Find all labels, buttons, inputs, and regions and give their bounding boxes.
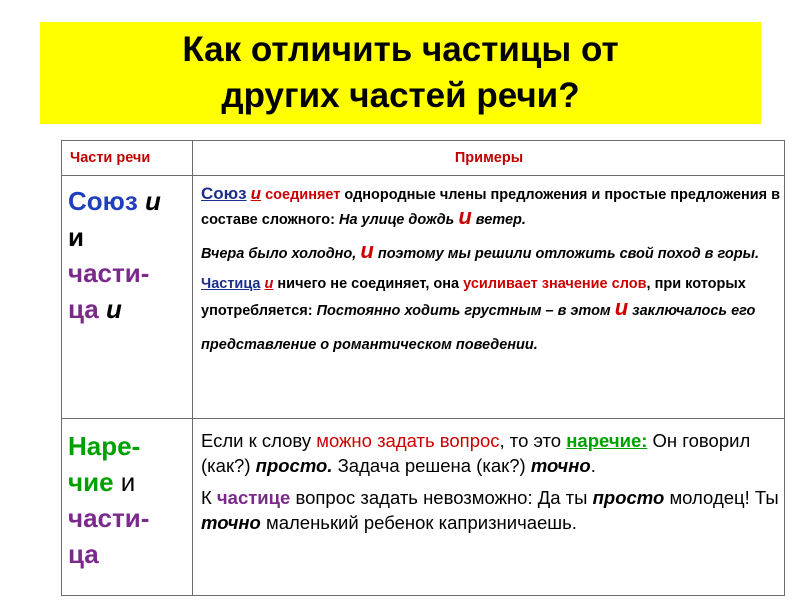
row1-term-conj: и bbox=[68, 222, 84, 252]
row2-term bbox=[68, 428, 188, 572]
particle2-desc: вопрос задать невозможно: Да ты bbox=[290, 487, 593, 508]
particle2-tochno: точно bbox=[201, 512, 261, 533]
row2-term-adverb-2: чие bbox=[68, 467, 114, 497]
conj-letter: и bbox=[250, 184, 262, 203]
row2-term-particle-2: ца bbox=[68, 539, 99, 569]
example2-start: Вчера было холодно, bbox=[201, 246, 361, 262]
particle-desc-1: ничего не соединяет, она bbox=[273, 276, 464, 292]
row2-term-particle-1: части- bbox=[68, 503, 150, 533]
row1-term-particle-2: ца bbox=[68, 294, 99, 324]
title-banner bbox=[40, 22, 761, 124]
particle2-prosto: просто bbox=[592, 487, 665, 508]
column-divider bbox=[192, 141, 193, 595]
adverb-example-end: . bbox=[590, 455, 596, 476]
conj-example-2: ветер. bbox=[471, 212, 526, 228]
row1-term-particle-1: части- bbox=[68, 258, 150, 288]
row1-term-letter: и bbox=[145, 186, 161, 216]
particle-intensifies: усиливает значение слов bbox=[463, 276, 647, 292]
row2-para-adverb bbox=[201, 428, 781, 478]
header-examples: Примеры bbox=[454, 150, 524, 166]
adverb-intro: Если к слову bbox=[201, 430, 317, 451]
adverb-word: наречие: bbox=[566, 430, 648, 451]
comparison-table bbox=[61, 140, 785, 596]
conj-word: Союз bbox=[201, 184, 247, 203]
title-line-1: Как отличить частицы от bbox=[182, 30, 619, 69]
adverb-example-2: Задача решена (как?) bbox=[332, 455, 531, 476]
example2-end: поэтому мы решили отложить свой поход в горы. bbox=[373, 246, 759, 262]
particle-desc-2: , при которых употребляется: bbox=[201, 276, 746, 319]
row1-term-particle-letter: и bbox=[106, 294, 122, 324]
particle-word: Частица bbox=[201, 276, 261, 292]
header-divider bbox=[62, 175, 784, 176]
row-divider bbox=[62, 418, 784, 419]
conj-example-1: На улице дождь bbox=[338, 212, 459, 228]
header-parts-of-speech: Части речи bbox=[70, 150, 151, 166]
particle-example-letter: и bbox=[614, 295, 629, 320]
particle-example-2: заключалось его представление о романтическом поведении. bbox=[201, 303, 756, 353]
conj-connects: соединяет bbox=[265, 187, 341, 203]
row1-para-conjunction bbox=[201, 183, 781, 231]
row2-para-particle bbox=[201, 485, 781, 535]
adverb-then: , то это bbox=[499, 430, 567, 451]
example2-letter: и bbox=[360, 238, 374, 263]
row1-para-example bbox=[201, 240, 781, 265]
row2-term-adverb-1: Наре- bbox=[68, 431, 141, 461]
row1-examples bbox=[201, 183, 781, 362]
particle-example-1: Постоянно ходить грустным – в этом bbox=[316, 303, 615, 319]
adverb-can-ask: можно задать вопрос bbox=[316, 430, 500, 451]
particle-letter: и bbox=[264, 276, 274, 292]
row2-examples bbox=[201, 428, 781, 535]
row1-term-word: Союз bbox=[68, 186, 138, 216]
adverb-example-1: Он говорил (как?) bbox=[201, 430, 751, 476]
conj-description: однородные члены предложения и простые предложения в составе сложного: bbox=[201, 187, 781, 228]
row1-term bbox=[68, 183, 188, 327]
particle2-word: частице bbox=[216, 487, 291, 508]
particle2-end: маленький ребенок капризничаешь. bbox=[260, 512, 577, 533]
conj-example-letter: и bbox=[458, 204, 472, 229]
particle2-intro: К bbox=[201, 487, 217, 508]
particle2-mid: молодец! Ты bbox=[664, 487, 779, 508]
row1-para-particle bbox=[201, 274, 781, 362]
row2-term-and: и bbox=[120, 467, 136, 497]
title-line-2: других частей речи? bbox=[221, 76, 580, 115]
adverb-example-tochno: точно bbox=[530, 455, 591, 476]
adverb-example-prosto: просто. bbox=[255, 455, 333, 476]
